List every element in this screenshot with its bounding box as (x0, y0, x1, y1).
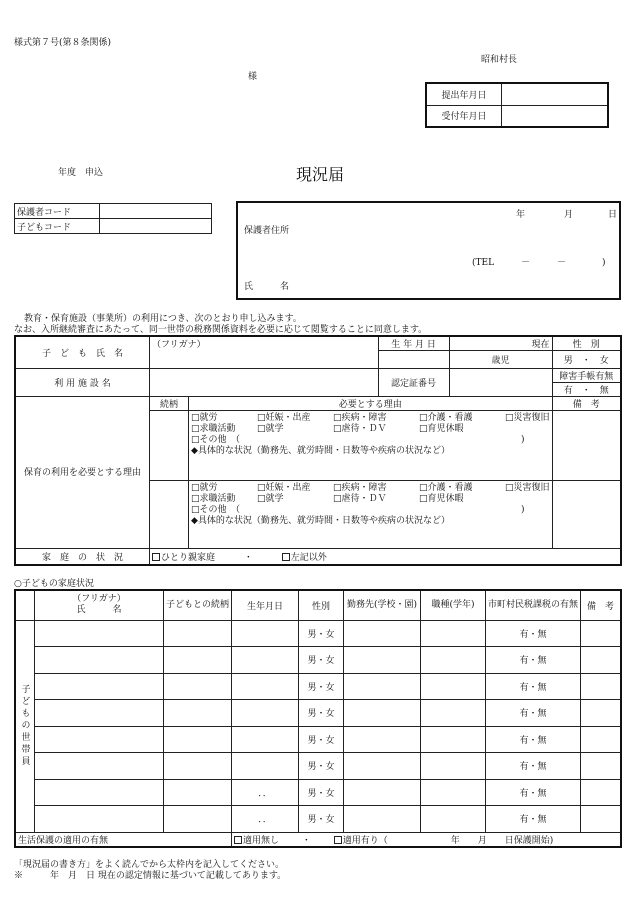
member-relation-field[interactable] (164, 806, 232, 833)
table-row (15, 620, 621, 647)
member-job-field[interactable] (421, 806, 486, 833)
job-header: 職種(学年) (421, 590, 486, 620)
member-birth-field[interactable]: ．． (232, 779, 299, 806)
member-tax[interactable]: 有・無 (486, 726, 581, 753)
member-relation-field[interactable] (164, 647, 232, 674)
disability-options[interactable]: 有 ・ 無 (552, 383, 621, 397)
nendo-label: 年度 申込 (58, 168, 104, 178)
member-remarks-field[interactable] (581, 726, 621, 753)
guardian-box (236, 201, 621, 300)
main-table (14, 335, 622, 566)
statement-line-2: なお、入所継続審査にあたって、同一世帯の税務関係資料を必要に応じて閲覧することに同意します。 (14, 325, 428, 335)
submit-date-label: 提出年月日 (426, 83, 502, 105)
member-remarks-field[interactable] (581, 673, 621, 700)
member-remarks-field[interactable] (581, 700, 621, 727)
relation-header: 子どもとの続柄 (164, 590, 232, 620)
date-month: 月 (564, 210, 574, 220)
facility-label: 利 用 施 設 名 (15, 369, 150, 397)
welfare-yes-checkbox[interactable] (334, 836, 342, 844)
date-box (425, 82, 609, 128)
receipt-date-field[interactable] (502, 105, 609, 127)
cert-no-label: 認定証番号 (378, 369, 449, 397)
date-day: 日 (608, 210, 618, 220)
member-birth-field[interactable] (232, 726, 299, 753)
member-tax[interactable]: 有・無 (486, 700, 581, 727)
table-row (15, 673, 621, 700)
table-row (15, 753, 621, 780)
member-tax[interactable]: 有・無 (486, 806, 581, 833)
member-workplace-field[interactable] (344, 779, 421, 806)
member-job-field[interactable] (421, 620, 486, 647)
gender-label: 性 別 (552, 336, 621, 351)
member-workplace-field[interactable] (344, 700, 421, 727)
gender-header: 性別 (299, 590, 344, 620)
member-birth-field[interactable] (232, 647, 299, 674)
remarks-header: 備 考 (581, 590, 621, 620)
guardian-code-field[interactable] (100, 204, 212, 219)
family-options[interactable]: ひとり親家庭 ・ 左記以外 (150, 549, 621, 565)
household-side-label: 子どもの世帯員 (15, 620, 35, 832)
member-remarks-field[interactable] (581, 806, 621, 833)
code-table (14, 203, 212, 234)
member-relation-field[interactable] (164, 700, 232, 727)
footer-line-1: 「現況届の書き方」をよく読んでから太枠内を記入してください。 (14, 860, 285, 870)
submit-date-field[interactable] (502, 83, 609, 105)
statement-line-1: 教育・保育施設（事業所）の利用につき、次のとおり申し込みます。 (24, 314, 302, 324)
member-gender[interactable]: 男・女 (299, 647, 344, 674)
child-code-field[interactable] (100, 219, 212, 234)
remarks-field-2[interactable] (552, 481, 621, 549)
welfare-none-checkbox[interactable] (234, 836, 242, 844)
member-gender[interactable]: 男・女 (299, 673, 344, 700)
member-name-field[interactable] (35, 673, 164, 700)
member-workplace-field[interactable] (344, 673, 421, 700)
table-row (15, 647, 621, 674)
member-relation-field[interactable] (164, 753, 232, 780)
member-job-field[interactable] (421, 726, 486, 753)
household-caption: ○子どもの家庭状況 (14, 579, 94, 589)
other-checkbox[interactable] (282, 553, 290, 561)
member-tax[interactable]: 有・無 (486, 673, 581, 700)
reason-block-2[interactable]: □就労 □妊娠・出産 □疾病・障害 □介護・看護 □災害復旧 □求職活動 □就学 □虐待・ＤＶ □育児休暇 □その他 （ ) ◆具体的な状況（勤務先、就労時間・日数等や疾病の状況など） (189, 481, 553, 549)
member-name-field[interactable] (35, 806, 164, 833)
cert-no-field[interactable] (449, 369, 552, 397)
village-head: 昭和村長 (481, 55, 518, 65)
name-label: 氏 名 (244, 282, 290, 292)
member-relation-field[interactable] (164, 726, 232, 753)
form-number: 様式第７号(第８条関係) (14, 38, 112, 48)
member-remarks-field[interactable] (581, 753, 621, 780)
welfare-label: 生活保護の適用の有無 (15, 832, 232, 847)
child-name-field[interactable] (150, 336, 379, 369)
date-year: 年 (516, 210, 526, 220)
tax-header: 市町村民税課税の有無 (486, 590, 581, 620)
member-workplace-field[interactable] (344, 647, 421, 674)
member-workplace-field[interactable] (344, 620, 421, 647)
page-title: 現況届 (296, 165, 345, 184)
member-gender[interactable]: 男・女 (299, 726, 344, 753)
member-job-field[interactable] (421, 779, 486, 806)
member-birth-field[interactable]: ．． (232, 806, 299, 833)
table-row (15, 700, 621, 727)
member-remarks-field[interactable] (581, 779, 621, 806)
member-relation-field[interactable] (164, 779, 232, 806)
remarks-label: 備 考 (552, 397, 621, 411)
member-relation-field[interactable] (164, 673, 232, 700)
relation-field-1[interactable] (150, 411, 189, 481)
member-birth-field[interactable] (232, 753, 299, 780)
member-remarks-field[interactable] (581, 647, 621, 674)
single-checkbox[interactable] (152, 553, 160, 561)
member-name-field[interactable] (35, 620, 164, 647)
member-workplace-field[interactable] (344, 726, 421, 753)
reason-block-1[interactable]: □就労 □妊娠・出産 □疾病・障害 □介護・看護 □災害復旧 □求職活動 □就学 □虐待・ＤＶ □育児休暇 □その他 （ ) ◆具体的な状況（勤務先、就労時間・日数等や疾病の状況など） (189, 411, 553, 481)
welfare-options[interactable]: 適用無し ・ 適用有り（ 年 月 日保護開始) (232, 832, 621, 847)
member-birth-field[interactable] (232, 700, 299, 727)
birth-label: 生 年 月 日 (378, 336, 449, 351)
member-tax[interactable]: 有・無 (486, 647, 581, 674)
member-name-field[interactable] (35, 726, 164, 753)
member-gender[interactable]: 男・女 (299, 779, 344, 806)
member-name-field[interactable] (35, 647, 164, 674)
member-birth-field[interactable] (232, 620, 299, 647)
member-relation-field[interactable] (164, 620, 232, 647)
current-label: 現在 (449, 336, 552, 351)
member-gender[interactable]: 男・女 (299, 806, 344, 833)
birth-header: 生年月日 (232, 590, 299, 620)
guardian-code-label: 保護者コード (15, 204, 100, 219)
disability-label: 障害手帳有無 (552, 369, 621, 383)
child-code-label: 子どもコード (15, 219, 100, 234)
member-gender[interactable]: 男・女 (299, 700, 344, 727)
member-tax[interactable]: 有・無 (486, 779, 581, 806)
remarks-field-1[interactable] (552, 411, 621, 481)
birth-field[interactable] (378, 351, 449, 369)
member-tax[interactable]: 有・無 (486, 620, 581, 647)
name-header: （フリガナ） 氏 名 (35, 590, 164, 620)
table-row (15, 726, 621, 753)
age-label: 歳児 (449, 351, 552, 369)
member-name-field[interactable] (35, 700, 164, 727)
member-gender[interactable]: 男・女 (299, 753, 344, 780)
member-gender[interactable]: 男・女 (299, 620, 344, 647)
reason-header: 必要とする理由 (189, 397, 553, 411)
gender-options[interactable]: 男 ・ 女 (552, 351, 621, 369)
table-row (15, 779, 621, 806)
member-job-field[interactable] (421, 673, 486, 700)
furigana-label: （フリガナ） (152, 340, 206, 350)
family-label: 家 庭 の 状 況 (15, 549, 150, 565)
relation-field-2[interactable] (150, 481, 189, 549)
tel-label: (TEL － － ) (472, 258, 606, 268)
workplace-header: 勤務先(学校・園) (344, 590, 421, 620)
member-birth-field[interactable] (232, 673, 299, 700)
member-job-field[interactable] (421, 647, 486, 674)
member-remarks-field[interactable] (581, 620, 621, 647)
member-name-field[interactable] (35, 779, 164, 806)
table-row (15, 806, 621, 833)
address-label: 保護者住所 (244, 226, 290, 236)
member-workplace-field[interactable] (344, 806, 421, 833)
child-name-label: 子 ど も 氏 名 (15, 336, 150, 369)
member-job-field[interactable] (421, 753, 486, 780)
member-job-field[interactable] (421, 700, 486, 727)
household-table (14, 589, 622, 848)
usage-reason-label: 保育の利用を必要とする理由 (15, 397, 150, 549)
footer-line-2: ※ 年 月 日 現在の認定情報に基づいて記載してあります。 (14, 871, 287, 881)
relation-label: 続柄 (150, 397, 189, 411)
facility-field[interactable] (150, 369, 379, 397)
member-name-field[interactable] (35, 753, 164, 780)
member-tax[interactable]: 有・無 (486, 753, 581, 780)
sama-label: 様 (248, 72, 258, 82)
receipt-date-label: 受付年月日 (426, 105, 502, 127)
member-workplace-field[interactable] (344, 753, 421, 780)
